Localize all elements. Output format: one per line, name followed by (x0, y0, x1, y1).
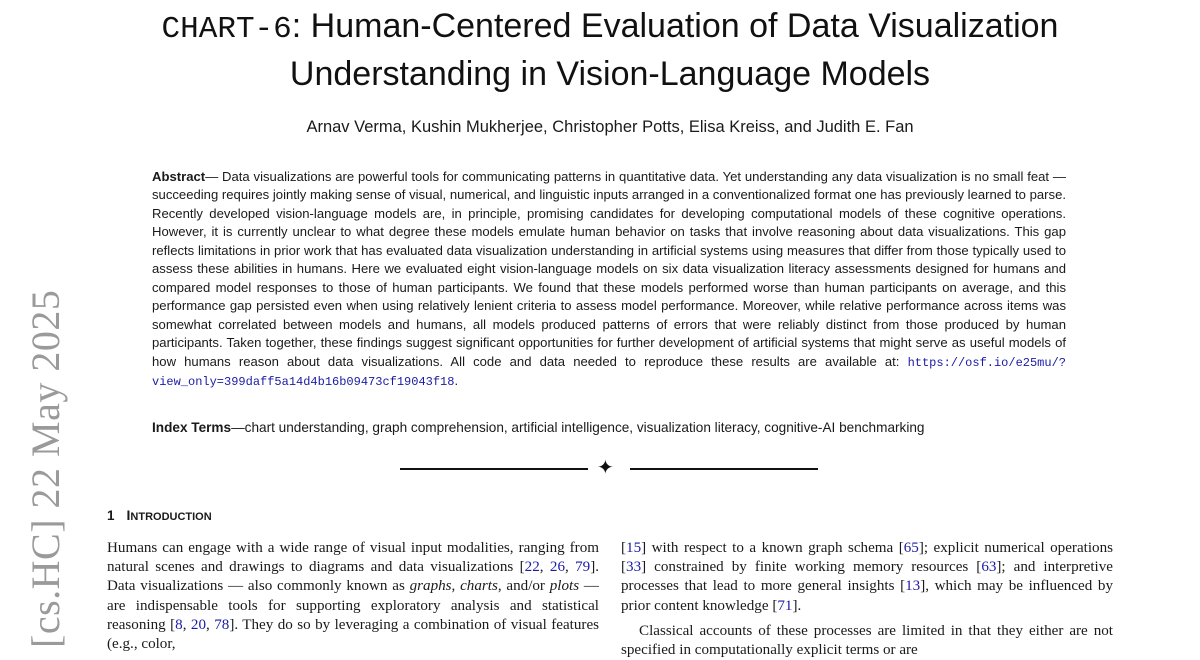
text-run: ] with respect to a known graph schema [ (641, 540, 904, 556)
emphasis: graphs (409, 578, 452, 595)
section-title-rest: NTRODUCTION (130, 511, 212, 523)
text-run: ]; and interpretive processes that lead to more general insights [ (621, 559, 1113, 595)
text-run: — are indispensable tools for supporting exploratory analysis and statistical reasoning [ (107, 578, 599, 633)
title-benchmark-name: CHART-6 (161, 12, 292, 47)
index-terms-label: Index Terms (152, 420, 232, 435)
text-run: ]. They do so by leveraging a combination of visual features (e.g., color, (107, 616, 600, 653)
citation-link[interactable]: 13 (905, 578, 921, 595)
text-run: Humans can engage with a wide range of visual input modalities, ranging from natural scenes and drawings to diagrams and data visualizations [ (107, 540, 599, 576)
paper-title (150, 4, 1070, 96)
index-terms (152, 419, 1066, 437)
author-list: Arnav Verma, Kushin Mukherjee, Christopher Potts, Elisa Kreiss, and Judith E. Fan (306, 118, 914, 136)
text-run: ]. Data visualizations — also commonly known as (107, 559, 600, 595)
citation-link[interactable]: 22 (524, 559, 540, 576)
emphasis: charts (460, 578, 498, 595)
text-run: [ (621, 540, 627, 556)
section-heading-introduction (107, 506, 212, 526)
section-title-initial: I (126, 507, 131, 523)
citation-link[interactable]: 20 (190, 616, 206, 633)
citation-link[interactable]: 15 (626, 540, 642, 556)
divider-rule-left (400, 468, 588, 470)
citation-link[interactable]: 78 (214, 616, 230, 633)
emphasis: plots (549, 578, 580, 595)
abstract-body: — Data visualizations are powerful tools for communicating patterns in quantitative data. Yet understanding any data visualization is no small feat — succeeding requires jointly making sense of visual, numerical, and linguistic inputs arranged in a conventionalized format one has previously learned to parse. Recently developed vision-language models are, in principle, promising candidates for developing computational models of these cognitive operations. However, it is currently unclear to what degree these models emulate human behavior on tasks that involve reasoning about data visualizations. This gap reflects limitations in prior work that has evaluated data visualization understanding in artificial systems using measures that differ from those typically used to assess these abilities in humans. Here we evaluated eight vision-language models on six data visualization literacy assessments designed for humans and compared model responses to those of human participants. We found that these models performed worse than human participants on average, and this performance gap persisted even when using relatively lenient criteria to assess model performance. Moreover, while relative performance across items was somewhat correlated between models and humans, all models produced patterns of errors that were reliably distinct from those produced by human participants. Taken together, these findings suggest significant opportunities for further development of artificial systems that might serve as useful models of how humans reason about data visualizations. All code and data needed to reproduce these results are available at: (152, 169, 1066, 369)
citation-link[interactable]: 33 (626, 559, 642, 576)
title-text: : Human-Centered Evaluation of Data Visualization Understanding in Vision-Language Models (289, 7, 1059, 93)
text-run: , (182, 616, 191, 633)
citation-link[interactable]: 8 (175, 616, 183, 633)
citation-link[interactable]: 63 (981, 559, 997, 576)
citation-link[interactable]: 79 (575, 559, 591, 576)
osf-link[interactable]: https://osf.io/e25mu/?view_only=399daff5a14d4b16b09473cf19043f18 (152, 355, 1066, 389)
index-terms-body: —chart understanding, graph comprehension, artificial intelligence, visualization literacy, cognitive-AI benchmarking (231, 420, 925, 435)
body-column-right (621, 539, 1113, 660)
abstract-end: . (454, 372, 459, 388)
abstract-label: Abstract (152, 169, 206, 184)
text-run: , (564, 559, 576, 576)
citation-link[interactable]: 65 (903, 540, 919, 556)
text-run: ]; explicit numerical operations [ (621, 540, 1113, 576)
arxiv-side-stamp: [cs.HC] 22 May 2025 (23, 289, 68, 648)
text-run: , and/or (497, 578, 550, 595)
text-run: , (451, 578, 461, 595)
citation-link[interactable]: 71 (777, 597, 793, 614)
intro-paragraph-1 (107, 539, 599, 654)
text-run: , (539, 559, 550, 576)
text-run: ] constrained by finite working memory resources [ (641, 559, 982, 576)
divider-rule-right (630, 468, 818, 470)
section-divider (400, 457, 818, 479)
four-point-star-icon: ✦ (597, 457, 614, 479)
intro-paragraph-2: Classical accounts of these processes are limited in that they either are not specified in computationally explicit terms or are (621, 622, 1113, 659)
citation-link[interactable]: 26 (549, 559, 565, 576)
abstract (152, 168, 1066, 391)
text-run: ]. (792, 597, 802, 614)
body-column-left (107, 539, 599, 654)
text-run: ], which may be influenced by prior content knowledge [ (621, 578, 1113, 614)
intro-paragraph-continued (621, 539, 1113, 616)
section-number: 1 (107, 508, 115, 523)
text-run: , (206, 616, 215, 633)
